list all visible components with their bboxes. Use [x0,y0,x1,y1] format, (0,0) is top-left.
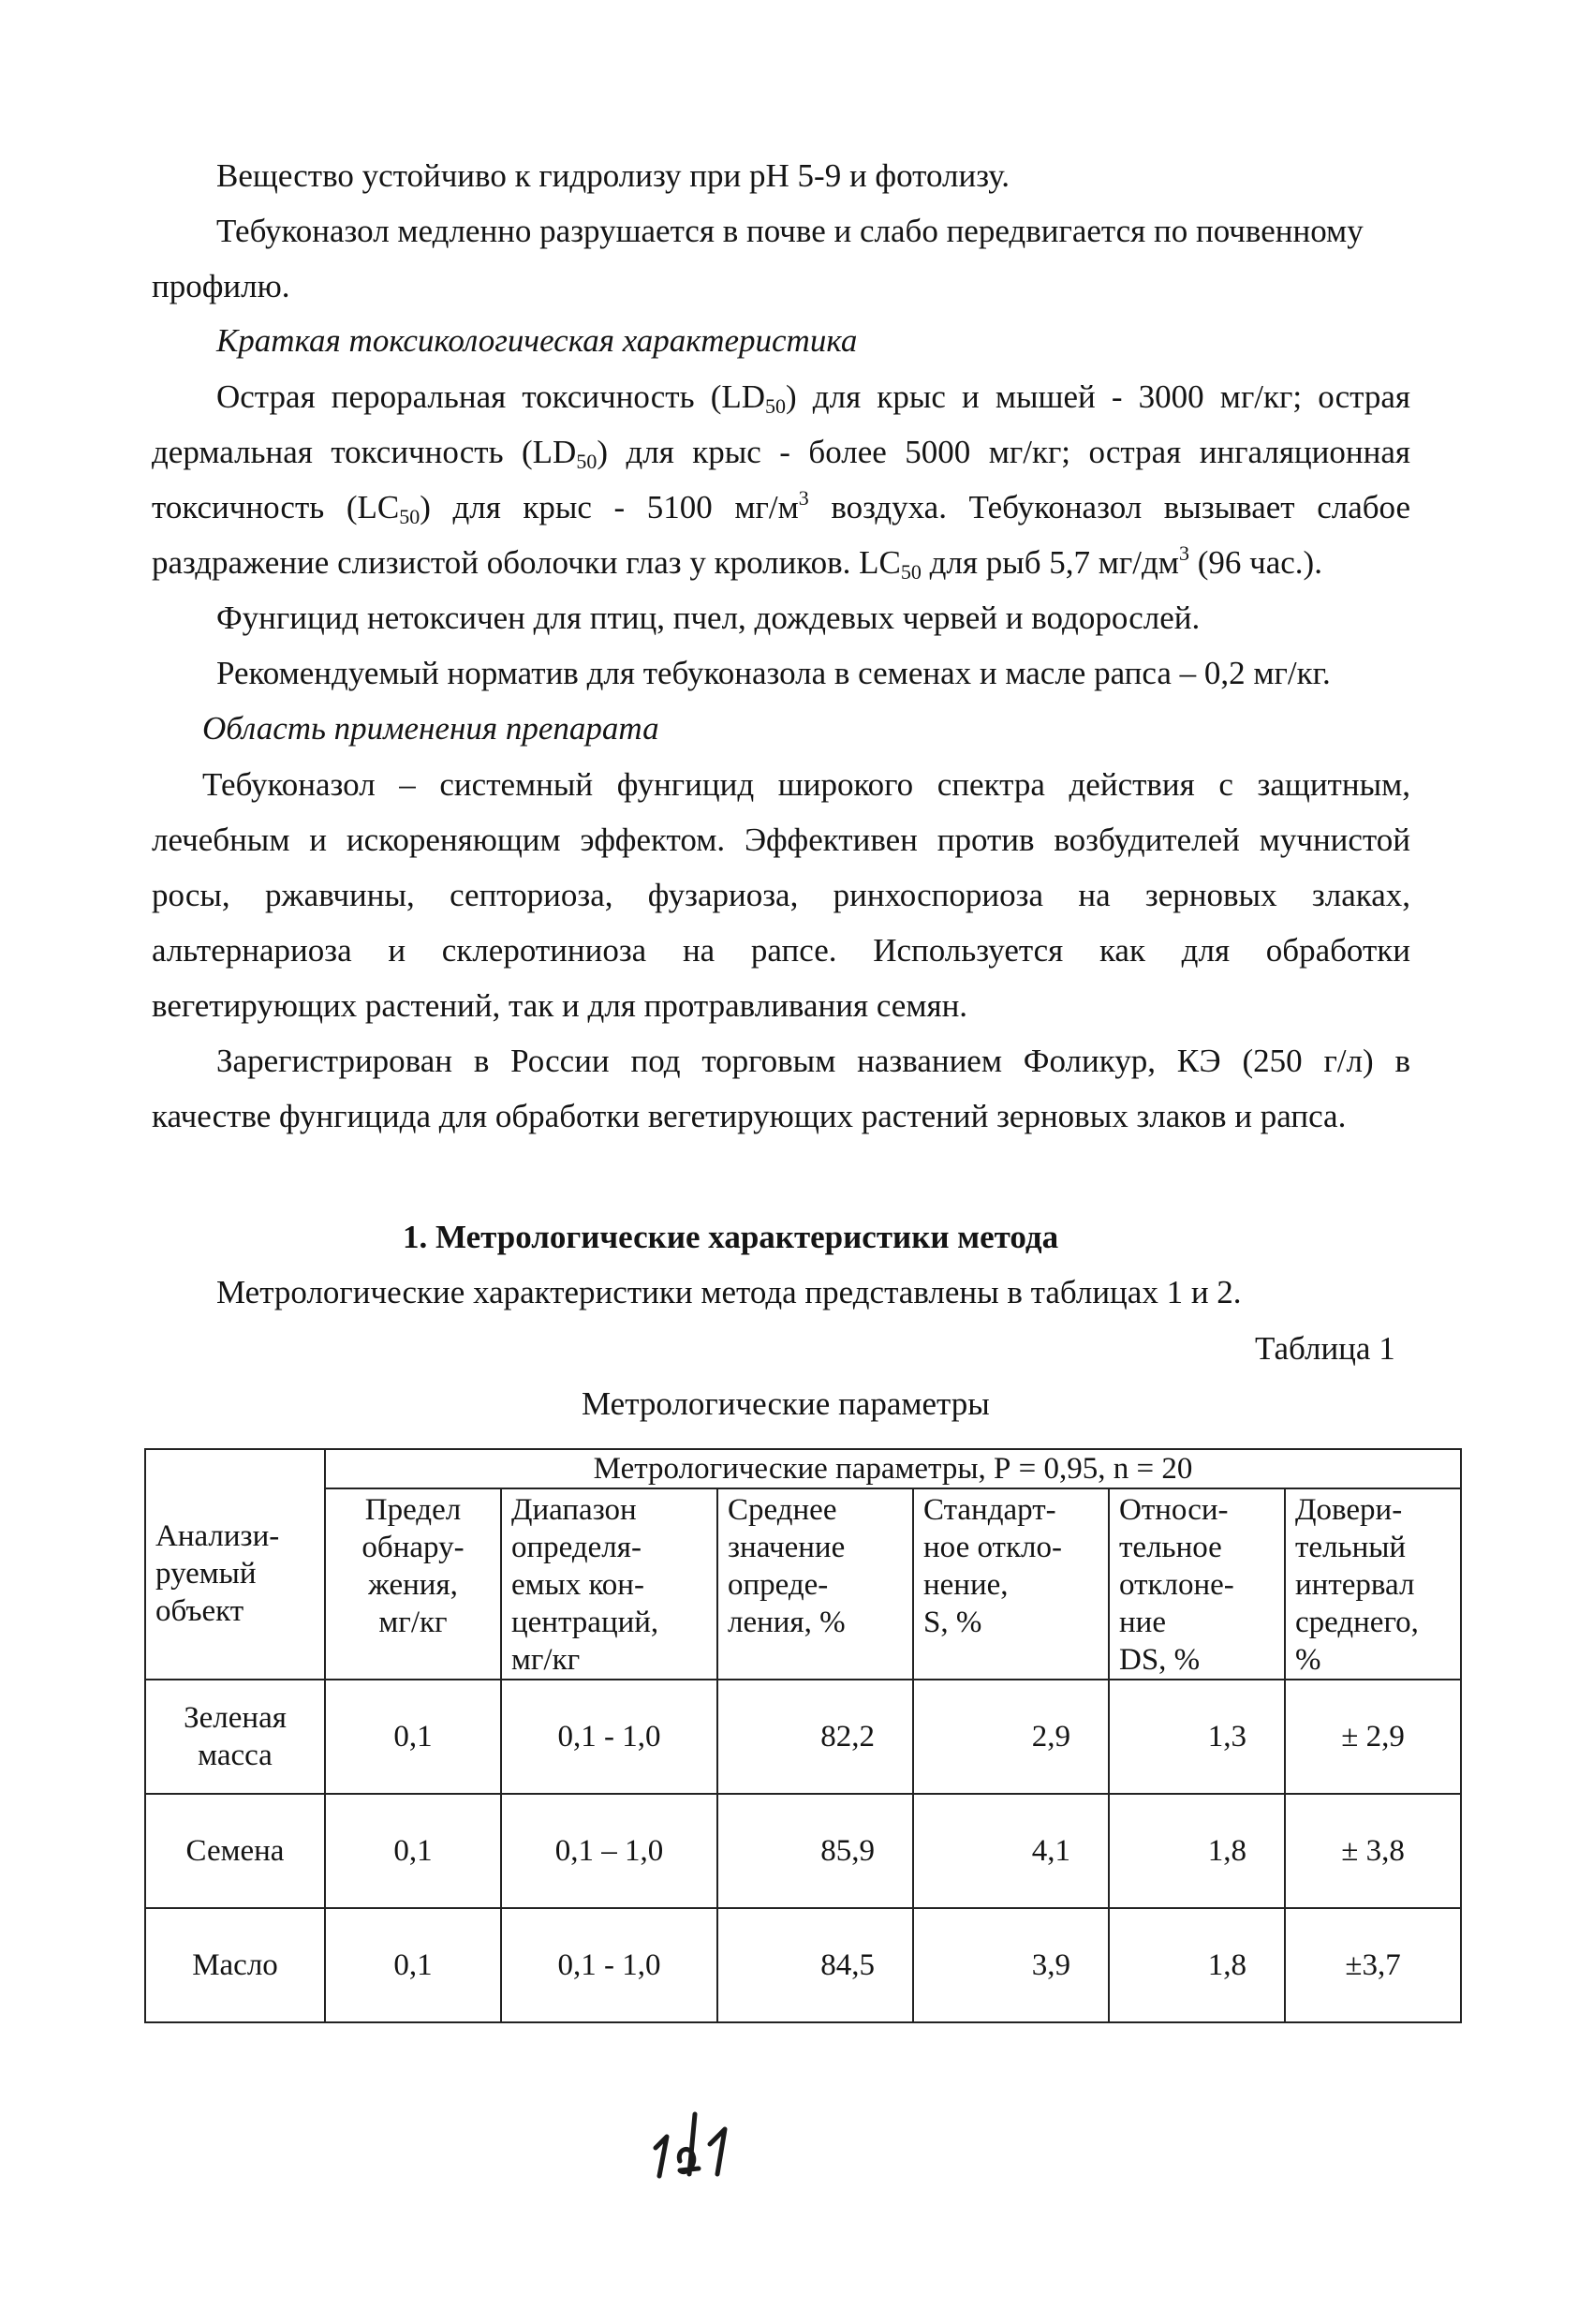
table-row [145,1908,1461,2022]
cell-conf-interval: ±3,7 [1285,1908,1461,2022]
section-1-intro: Метрологические характеристики метода представлены в таблицах 1 и 2. [216,1274,1242,1310]
cell-std-dev: 2,9 [913,1680,1109,1794]
cell-rel-dev: 1,3 [1109,1680,1285,1794]
app-line1: Тебуконазол – системный фунгицид широкого спектра действия с защитным, [202,766,1410,803]
app-line4: альтернариоза и склеротиниоза на рапсе. Используется как для обработки [152,932,1410,969]
cell-std-dev: 4,1 [913,1794,1109,1908]
header-rel-dev: Относи- тельное отклоне- ние DS, % [1109,1488,1285,1680]
cell-rel-dev: 1,8 [1109,1908,1285,2022]
cell-rel-dev: 1,8 [1109,1794,1285,1908]
paragraph-norm: Рекомендуемый норматив для тебуконазола в семенах и масле рапса – 0,2 мг/кг. [216,655,1331,691]
app-line5: вегетирующих растений, так и для протравливания семян. [152,987,968,1024]
registration-line1: Зарегистрирован в России под торговым названием Фоликур, КЭ (250 г/л) в [216,1043,1410,1079]
registration-line2: качестве фунгицида для обработки вегетирующих растений зерновых злаков и рапса. [152,1098,1347,1134]
tox-line3: токсичность $(LC_{50})$ для крыс - 5100 $мг/м^3$ воздуха. Тебуконазол вызывает слабое [152,486,1410,528]
header-range: Диапазон определя- емых кон- центраций, мг/кг [501,1488,717,1680]
table-caption: Метрологические параметры [582,1385,990,1422]
cell-mean: 84,5 [717,1908,913,2022]
heading-toxicology: Краткая токсикологическая характеристика [216,322,858,359]
table-header-row [145,1488,1461,1680]
cell-mean: 85,9 [717,1794,913,1908]
cell-std-dev: 3,9 [913,1908,1109,2022]
header-group: Метрологические параметры, Р = 0,95, n = 20 [325,1449,1461,1488]
heading-application: Область применения препарата [202,710,659,747]
app-line2: лечебным и искореняющим эффектом. Эффективен против возбудителей мучнистой [152,822,1410,858]
header-detection-limit: Предел обнару- жения, мг/кг [325,1488,501,1680]
paragraph-stability: Вещество устойчиво к гидролизу при pH 5-9 и фотолизу. [216,157,1010,194]
page-number-scribble [642,2103,755,2187]
table-label: Таблица 1 [1255,1330,1395,1367]
row-object: Масло [145,1908,325,2022]
cell-detection-limit: 0,1 [325,1680,501,1794]
table-row [145,1680,1461,1794]
cell-mean: 82,2 [717,1680,913,1794]
cell-range: 0,1 – 1,0 [501,1794,717,1908]
handwritten-page-number [642,2103,755,2192]
header-object: Анализи- руемый объект [145,1449,325,1680]
section-1-title: 1. Метрологические характеристики метода [403,1219,1059,1255]
table-header-group-row [145,1449,1461,1488]
tox-line1: Острая пероральная токсичность $(LD_{50})$ для крыс и мышей - 3000 мг/кг; острая [216,378,1411,418]
cell-detection-limit: 0,1 [325,1794,501,1908]
cell-conf-interval: ± 2,9 [1285,1680,1461,1794]
paragraph-fungicide-safety: Фунгицид нетоксичен для птиц, пчел, дождевых червей и водорослей. [216,600,1201,636]
row-object: Семена [145,1794,325,1908]
tox-line2: дермальная токсичность $(LD_{50})$ для крыс - более 5000 мг/кг; острая ингаляционная [152,434,1410,473]
cell-conf-interval: ± 3,8 [1285,1794,1461,1908]
app-line3: росы, ржавчины, септориоза, фузариоза, ринхоспориоза на зерновых злаках, [152,877,1410,913]
paragraph-soil-line2: профилю. [152,268,290,304]
header-conf-interval: Довери- тельный интервал среднего, % [1285,1488,1461,1680]
cell-detection-limit: 0,1 [325,1908,501,2022]
paragraph-soil-line1: Тебуконазол медленно разрушается в почве и слабо передвигается по почвенному [216,213,1364,249]
cell-range: 0,1 - 1,0 [501,1680,717,1794]
header-mean: Среднее значение опреде- ления, % [717,1488,913,1680]
header-std-dev: Стандарт- ное откло- нение, S, % [913,1488,1109,1680]
metrology-table [144,1448,1462,2023]
table-row [145,1794,1461,1908]
cell-range: 0,1 - 1,0 [501,1908,717,2022]
row-object: Зеленая масса [145,1680,325,1794]
tox-line4: раздражение слизистой оболочки глаз у кроликов. $LC_{50}$ для рыб 5,7 $мг/дм^3$ (96 час.). [152,541,1322,584]
